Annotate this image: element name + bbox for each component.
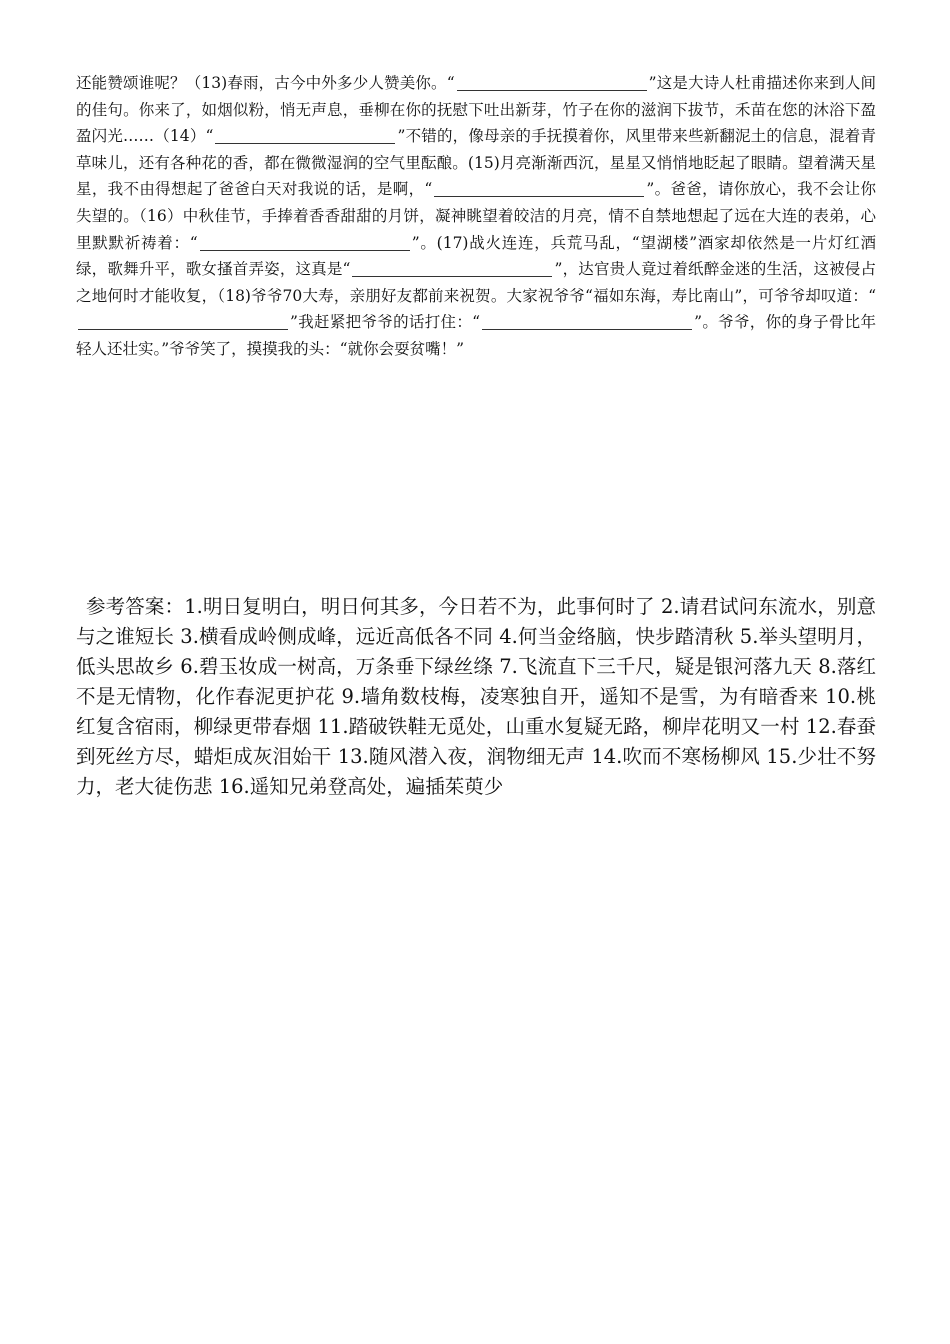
exercise-text-ending: ”。爷爷，你的身子骨比年轻人还壮实。”爷爷笑了，摸摸我的头：“就你会耍贫嘴！”: [76, 313, 876, 358]
reference-answers-text: 参考答案：1.明日复明白，明日何其多，今日若不为，此事何时了 2.请君试问东流水，别意与之谁短长 3.横看成岭侧成峰，远近高低各不同 4.何当金络脑，快步踏清秋 5.举头望明月，低头思故乡 6.碧玉妆成一树高，万条垂下绿丝绦 7.飞流直下三千尺，疑是银河落九天 8.落红不是无情物，化作春泥更护花 9.墙角数枝梅，凌寒独自开，遥知不是雪，为有暗香来 10.桃红复含宿雨，柳绿更带春烟 11.踏破铁鞋无觅处，山重水复疑无路，柳岸花明又一村 12.春蚕到死丝方尽，蜡炬成灰泪始干 13.随风潜入夜，润物细无声 14.吹而不寒杨柳风 15.少壮不努力，老大徒伤悲 16.遥知兄弟登高处，遍插茱萸少: [76, 595, 876, 798]
exercise-text-18b: ”我赶紧把爷爷的话打住：“: [290, 313, 481, 332]
exercise-text-13: 还能赞颂谁呢？（13)春雨，古今中外多少人赞美你。“: [76, 74, 455, 92]
answer-blank-17: [352, 260, 552, 277]
answer-blank-13: [457, 74, 647, 91]
exercise-text-15: ”不错的，像母亲的手抚摸着你，风里带来些新翻泥土的信息，混着青草味儿，还有各种花的香，都在微微湿润的空气里酝酿。(15)月亮渐渐西沉，星星又悄悄地眨起了眼睛。望着满天星星，我不由得想起了爸爸白天对我说的话，是啊，“: [76, 127, 876, 199]
answer-blank-14: [215, 127, 395, 144]
exercise-text-14: ”这是大诗人杜甫描述你来到人间的佳句。你来了，如烟似粉，悄无声息，垂柳在你的抚慰下吐出新芽，竹子在你的滋润下拔节，禾苗在您的沐浴下盈盈闪光……（14）“: [76, 74, 876, 146]
answer-blank-18a: [78, 313, 288, 330]
exercise-text-18a: ”，达官贵人竟过着纸醉金迷的生活，这被侵占之地何时才能收复，（18)爷爷70大寿，亲朋好友都前来祝贺。大家祝爷爷“福如东海，寿比南山”，可爷爷却叹道：“: [76, 260, 876, 305]
exercise-text-17: ”。(17)战火连连，兵荒马乱，“望湖楼”酒家却依然是一片灯红酒绿，歌舞升平，歌女搔首弄姿，这真是“: [76, 233, 876, 279]
exercise-text-16: ”。爸爸，请你放心，我不会让你失望的。（16）中秋佳节，手捧着香香甜甜的月饼，凝神眺望着皎洁的月亮，情不自禁地想起了远在大连的表弟，心里默默祈祷着：“: [76, 180, 876, 252]
fill-in-exercise-paragraph: [76, 70, 876, 363]
answer-blank-16: [200, 234, 410, 251]
reference-answers: [76, 592, 876, 802]
answer-blank-15: [434, 180, 644, 197]
answer-blank-18b: [482, 313, 692, 330]
